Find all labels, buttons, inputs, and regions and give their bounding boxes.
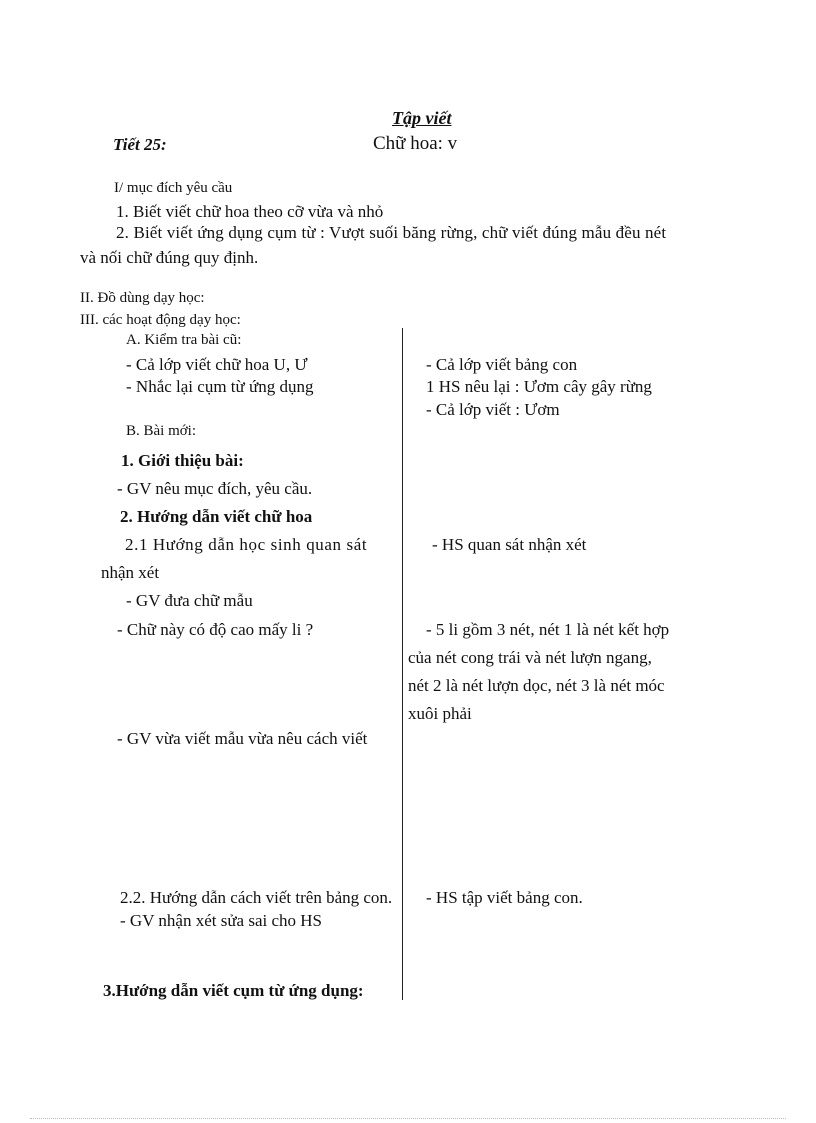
student-answer: xuôi phải (408, 704, 472, 723)
step-2-heading: 2. Hướng dẫn viết chữ hoa (120, 507, 313, 526)
activities-heading: III. các hoạt động dạy học: (80, 312, 241, 328)
teacher-activity: - GV nêu mục đích, yêu cầu. (117, 479, 313, 498)
lesson-number: Tiết 25: (113, 135, 167, 154)
subject-title: Tập viết (392, 108, 452, 128)
step-2-1-text-continued: nhận xét (101, 563, 160, 582)
teacher-activity: - GV vừa viết mẫu vừa nêu cách viết (117, 729, 368, 748)
objective-item-2-continued: và nối chữ đúng quy định. (80, 248, 259, 267)
teacher-activity: - GV đưa chữ mẫu (126, 591, 253, 610)
student-answer: - 5 li gồm 3 nét, nét 1 là nét kết hợp (426, 620, 670, 639)
student-activity: - Cả lớp viết bảng con (426, 355, 578, 374)
step-2-2-text: 2.2. Hướng dẫn cách viết trên bảng con. (120, 888, 393, 907)
step-1-heading: 1. Giới thiệu bài: (121, 451, 244, 470)
page-footer-rule (30, 1118, 786, 1119)
teacher-activity: - Nhắc lại cụm từ ứng dụng (126, 377, 314, 396)
student-activity: - HS tập viết bảng con. (426, 888, 583, 907)
objectives-heading: I/ mục đích yêu cầu (114, 180, 233, 196)
student-answer: nét 2 là nét lượn dọc, nét 3 là nét móc (408, 676, 665, 695)
teacher-activity: - Cả lớp viết chữ hoa U, Ư (126, 355, 308, 374)
step-2-1-text: 2.1 Hướng dẫn học sinh quan sát (125, 535, 368, 554)
objective-item-2: 2. Biết viết ứng dụng cụm từ : Vượt suối băng rừng, chữ viết đúng mẫu đều nét (116, 223, 667, 242)
column-divider (402, 328, 403, 1000)
section-a-heading: A. Kiểm tra bài cũ: (126, 332, 242, 348)
objective-item-1: 1. Biết viết chữ hoa theo cỡ vừa và nhỏ (116, 202, 384, 221)
section-b-heading: B. Bài mới: (126, 423, 197, 439)
step-3-heading: 3.Hướng dẫn viết cụm từ ứng dụng: (103, 981, 364, 1000)
teacher-question: - Chữ này có độ cao mấy li ? (117, 620, 314, 639)
student-answer: của nét cong trái và nét lượn ngang, (408, 648, 652, 667)
lesson-title: Chữ hoa: v (373, 133, 458, 154)
student-activity: - HS quan sát nhận xét (432, 535, 587, 554)
student-activity: - Cả lớp viết : Ươm (426, 400, 560, 419)
teacher-activity: - GV nhận xét sửa sai cho HS (120, 911, 323, 930)
materials-heading: II. Đồ dùng dạy học: (80, 290, 205, 306)
student-activity: 1 HS nêu lại : Ươm cây gây rừng (426, 377, 652, 396)
